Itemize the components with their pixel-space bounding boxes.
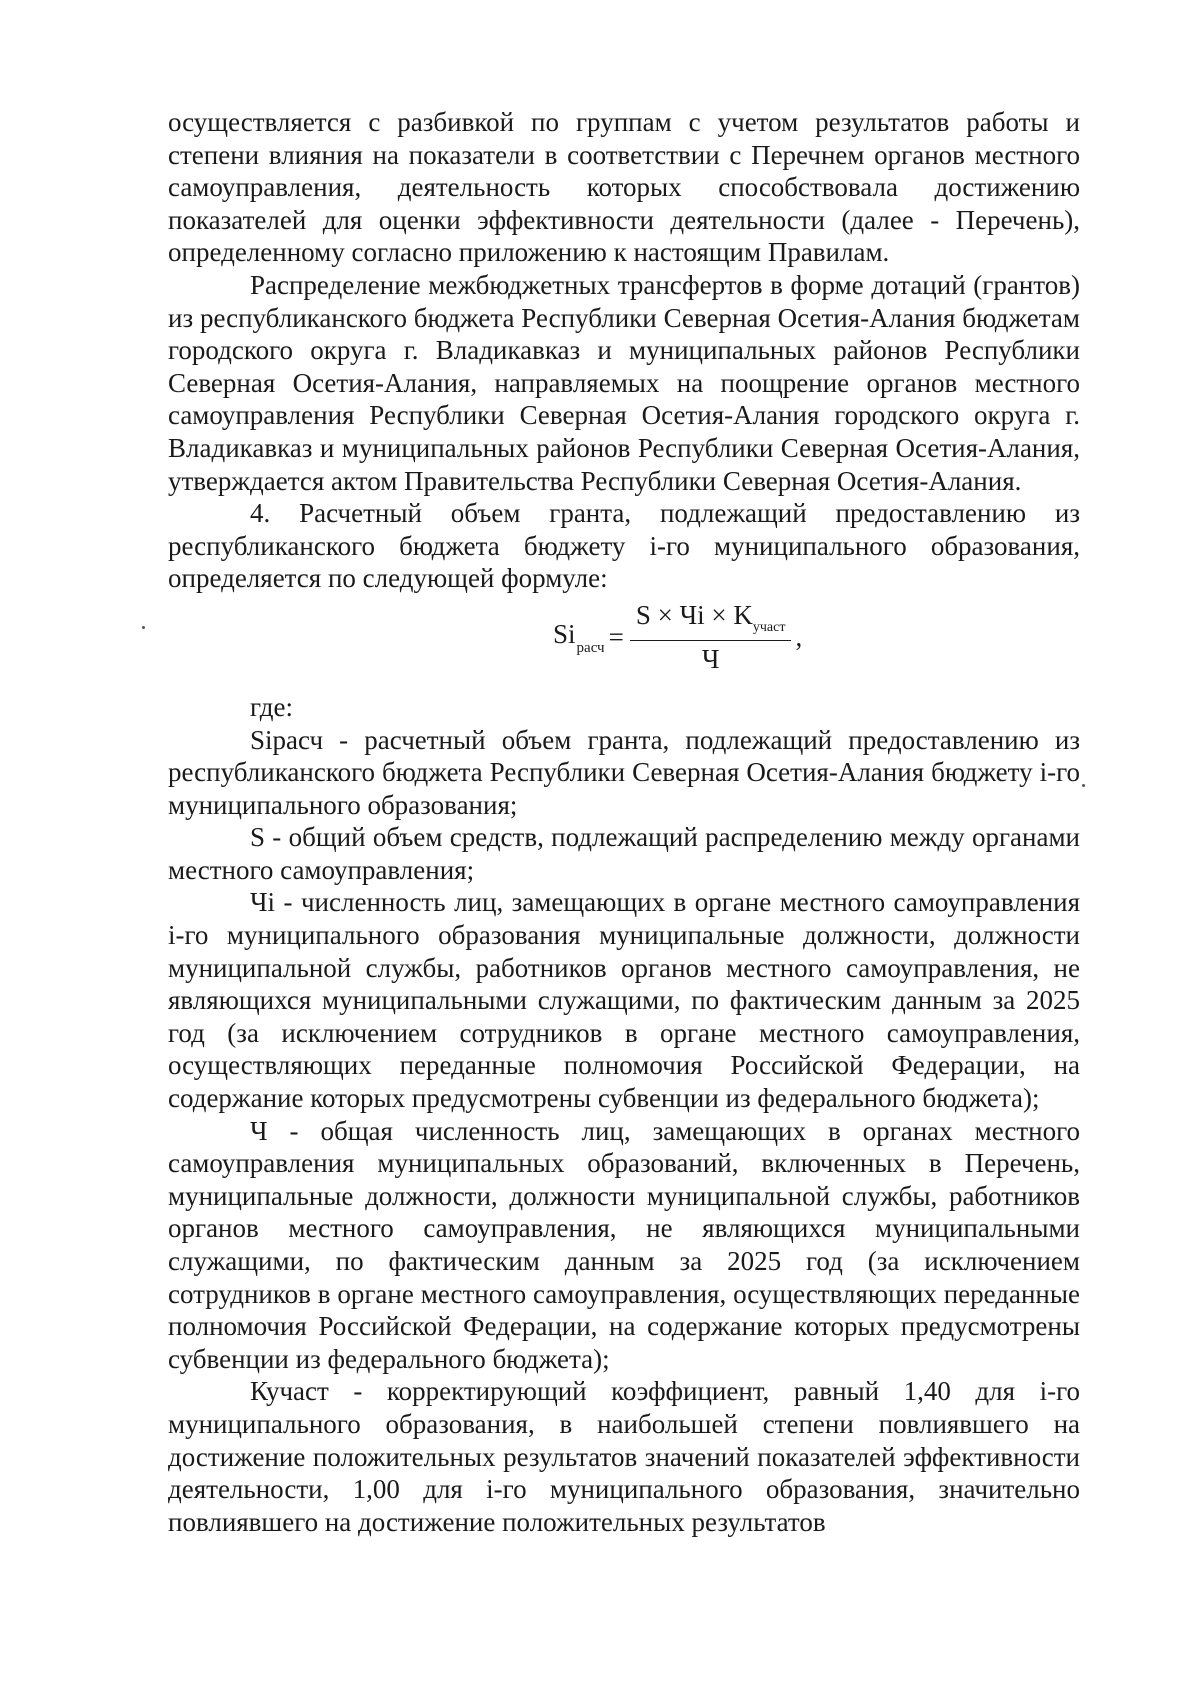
definition-ch: Ч - общая численность лиц, замещающих в органах местного самоуправления муниципальных образований, включенных в Перечень, муниципальные должности, должности муниципальной службы, работников органов местного самоуправления, не являющихся муниципальными служащими, по фактическим данным за 2025 год (за исключением сотрудников в органе местного самоуправления, осуществляющих переданные полномочия Российской Федерации, на содержание которых предусмотрены субвенции из федерального бюджета);	[168, 1115, 1080, 1374]
formula-lhs	[553, 618, 605, 656]
scan-dot-mark	[142, 626, 145, 629]
paragraph-where: где:	[250, 691, 293, 722]
formula-lhs-symbol: Si	[553, 619, 576, 650]
definition-si: Siрасч - расчетный объем гранта, подлежащий предоставлению из республиканского бюджета Республики Северная Осетия-Алания бюджету i-го муниципального образования;	[168, 724, 1080, 820]
formula-denominator: Ч	[701, 643, 720, 674]
document-body	[168, 106, 1080, 1538]
grant-formula	[553, 599, 802, 675]
definition-s: S - общий объем средств, подлежащий распределению между органами местного самоуправления;	[168, 822, 1080, 885]
scan-dot-mark	[1082, 784, 1085, 787]
formula-numerator-text: S × Чi × K	[635, 599, 753, 630]
formula-numerator-subscript: участ	[752, 619, 786, 635]
definition-k: Кучаст - корректирующий коэффициент, равный 1,40 для i-го муниципального образования, в наибольшей степени повлиявшего на достижение положительных результатов значений показателей эффективности деятельности, 1,00 для i-го муниципального образования, значительно повлиявшего на достижение положительных результатов	[168, 1376, 1080, 1537]
formula-row	[168, 597, 1080, 683]
formula-numerator	[630, 599, 792, 641]
formula-trailing-comma: ,	[795, 621, 803, 652]
paragraph-distribution: Распределение межбюджетных трансфертов в форме дотаций (грантов) из республиканского бюджета Республики Северная Осетия-Алания бюджетам городского округа г. Владикавказ и муниципальных районов Республики Северная Осетия-Алания, направляемых на поощрение органов местного самоуправления Республики Северная Осетия-Алания городского округа г. Владикавказ и муниципальных районов Республики Северная Осетия-Алания, утверждается актом Правительства Республики Северная Осетия-Алания.	[168, 269, 1080, 496]
formula-equals-sign: =	[608, 621, 624, 652]
definition-chi: Чi - численность лиц, замещающих в органе местного самоуправления i-го муниципального образования муниципальные должности, должности муниципальной службы, работников органов местного самоуправления, не являющихся муниципальными служащими, по фактическим данным за 2025 год (за исключением сотрудников в органе местного самоуправления, осуществляющих переданные полномочия Российской Федерации, на содержание которых предусмотрены субвенции из федерального бюджета);	[168, 887, 1080, 1114]
formula-fraction	[630, 599, 792, 675]
formula-lhs-subscript: расч	[576, 640, 605, 657]
paragraph-item-4: 4. Расчетный объем гранта, подлежащий предоставлению из республиканского бюджета бюджету i-го муниципального образования, определяется по следующей формуле:	[168, 498, 1080, 594]
paragraph-grouping: осуществляется с разбивкой по группам с учетом результатов работы и степени влияния на показатели в соответствии с Перечнем органов местного самоуправления, деятельность которых способствовала достижению показателей для оценки эффективности деятельности (далее - Перечень), определенному согласно приложению к настоящим Правилам.	[168, 107, 1080, 268]
